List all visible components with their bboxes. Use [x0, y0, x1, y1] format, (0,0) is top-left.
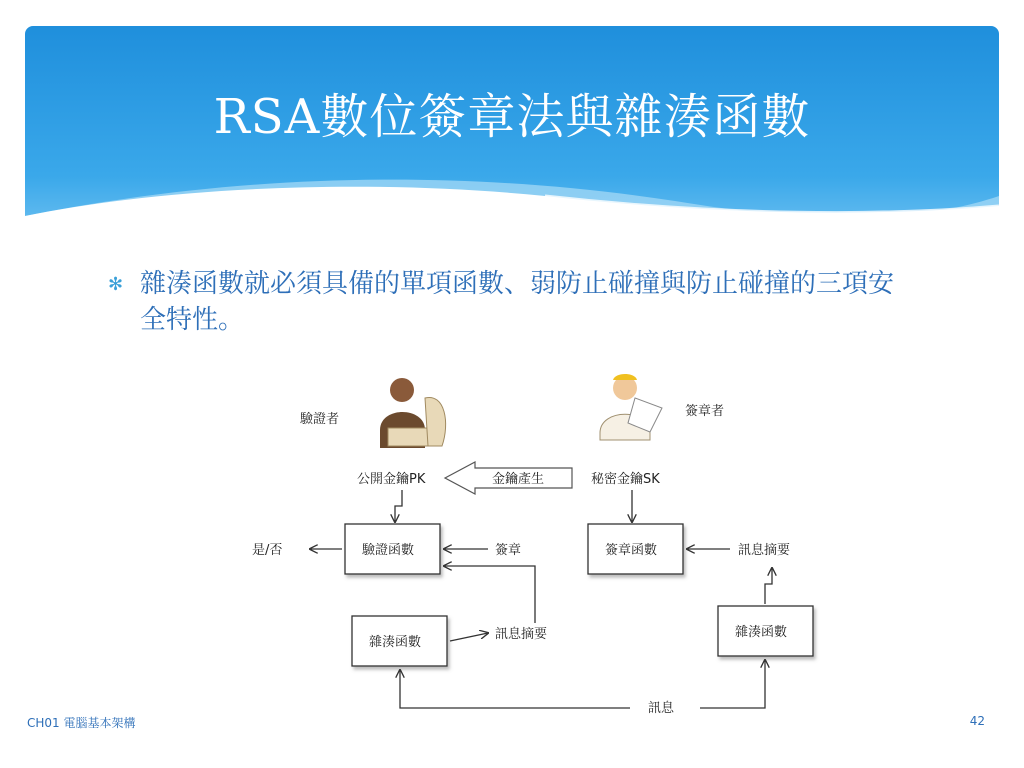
verifier-person-icon: [380, 378, 446, 448]
verifier-label: 驗證者: [300, 412, 340, 427]
right-hash-function-label: 雜湊函數: [735, 625, 788, 640]
asterisk-bullet-icon: ✻: [108, 274, 124, 295]
sign-function-label: 簽章函數: [605, 543, 658, 558]
signer-label: 簽章者: [685, 404, 725, 419]
private-key-label: 秘密金鑰SK: [591, 472, 660, 487]
bullet-text: 雜湊函數就必須具備的單項函數、弱防止碰撞與防止碰撞的三項安全特性。: [140, 269, 895, 335]
page-number: 42: [969, 714, 985, 728]
key-generation-arrow: [445, 462, 572, 494]
verify-function-label: 驗證函數: [362, 543, 415, 558]
rsa-signature-diagram: [230, 368, 830, 728]
signature-label: 簽章: [495, 543, 522, 558]
slide-title: RSA數位簽章法與雜湊函數: [213, 89, 811, 145]
left-hash-function-label: 雜湊函數: [369, 635, 422, 650]
public-key-label: 公開金鑰PK: [357, 472, 426, 487]
title-banner: [25, 26, 999, 276]
key-generation-label: 金鑰產生: [492, 472, 545, 487]
footer-chapter: CH01 電腦基本架構: [27, 716, 136, 730]
yes-no-label: 是/否: [252, 543, 283, 558]
left-digest-label: 訊息摘要: [495, 627, 548, 642]
message-label: 訊息: [648, 701, 675, 716]
signer-person-icon: [600, 374, 662, 440]
banner-background: [25, 26, 999, 276]
right-digest-label: 訊息摘要: [738, 543, 791, 558]
